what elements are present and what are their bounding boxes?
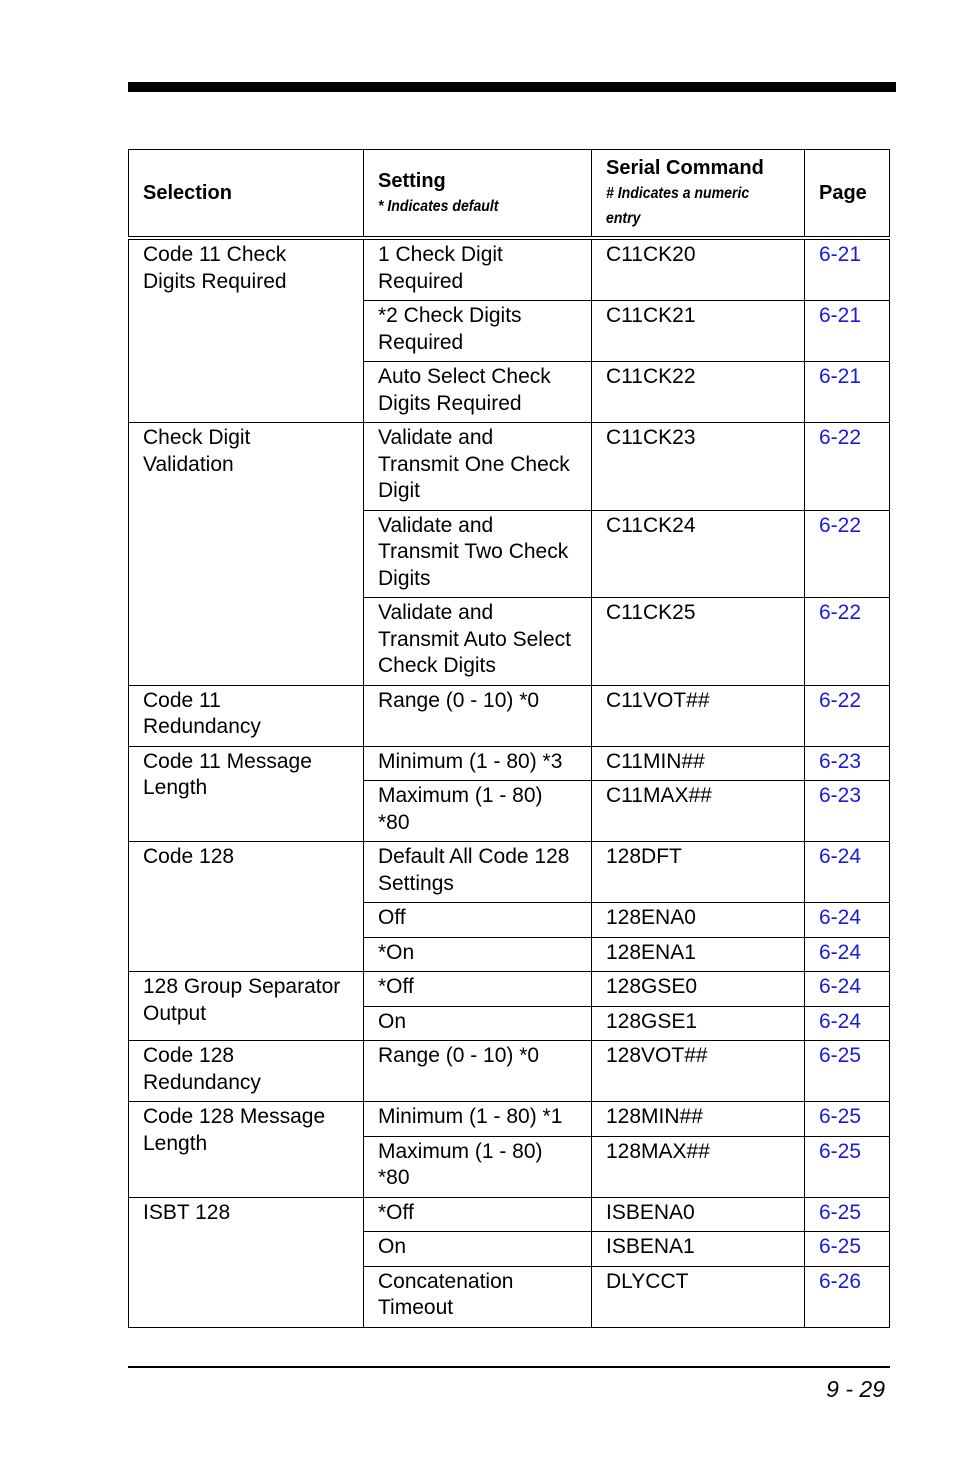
setting-line: 1 Check Digit — [378, 243, 503, 266]
setting-line: On — [378, 1235, 407, 1258]
serial-command-cell: C11CK25 — [592, 598, 805, 686]
setting-line: Off — [378, 906, 406, 929]
serial-command-cell: C11CK24 — [592, 510, 805, 598]
serial-command-cell: C11CK21 — [592, 301, 805, 362]
selection-cell — [129, 1102, 364, 1198]
selection-line: Length — [143, 1131, 208, 1155]
selection-cell — [129, 746, 364, 842]
setting-cell — [364, 1232, 592, 1267]
page-cell — [805, 972, 890, 1007]
default-note: * Indicates default — [378, 197, 499, 215]
setting-line: Validate and — [378, 513, 494, 537]
page-link[interactable]: 6-24 — [819, 845, 862, 868]
page-link[interactable]: 6-25 — [819, 1139, 862, 1163]
setting-line: Concatenation — [378, 1269, 514, 1293]
selection-line: Code 11 Message — [143, 749, 312, 773]
setting-line: Settings — [378, 871, 454, 895]
table-row — [129, 423, 890, 511]
selection-line: Digits Required — [143, 269, 287, 293]
table-row — [129, 1102, 890, 1137]
serial-command-cell: 128ENA0 — [592, 903, 805, 938]
page-link[interactable]: 6-25 — [819, 1105, 862, 1128]
setting-cell — [364, 842, 592, 903]
setting-cell — [364, 423, 592, 511]
page-cell — [805, 1006, 890, 1041]
page-cell — [805, 1102, 890, 1137]
selection-cell — [129, 1197, 364, 1327]
serial-command-header-label: Serial Command — [606, 157, 764, 179]
setting-line: *Off — [378, 1200, 414, 1224]
page-number: 9 - 29 — [826, 1376, 885, 1402]
setting-line: Minimum (1 - 80) *3 — [378, 749, 563, 773]
page-link[interactable]: 6-25 — [819, 1200, 862, 1224]
selection-line: Redundancy — [143, 715, 261, 738]
page-cell — [805, 1197, 890, 1232]
setting-line: Transmit One Check — [378, 452, 570, 476]
page-cell — [805, 510, 890, 598]
selection-line: Redundancy — [143, 1070, 261, 1094]
setting-cell — [364, 1136, 592, 1197]
page-cell — [805, 937, 890, 972]
selection-cell — [129, 972, 364, 1041]
page-link[interactable]: 6-25 — [819, 1044, 862, 1067]
page-link[interactable]: 6-21 — [819, 243, 862, 266]
page-link[interactable]: 6-21 — [819, 365, 862, 388]
setting-line: *80 — [378, 810, 410, 834]
setting-line: Validate and — [378, 426, 494, 449]
setting-line: Required — [378, 330, 464, 354]
page-link[interactable]: 6-26 — [819, 1269, 862, 1293]
numeric-note-line-2: entry — [606, 210, 641, 227]
page-cell — [805, 1266, 890, 1327]
page-cell — [805, 903, 890, 938]
page-link[interactable]: 6-21 — [819, 304, 862, 327]
setting-line: Transmit Two Check — [378, 540, 569, 563]
selection-line: Output — [143, 1001, 207, 1025]
page-link[interactable]: 6-22 — [819, 426, 862, 449]
selection-header: Selection — [129, 150, 364, 239]
table-row — [129, 1041, 890, 1102]
setting-line: *2 Check Digits — [378, 304, 522, 327]
page-link[interactable]: 6-24 — [819, 1009, 862, 1033]
selection-line: Length — [143, 776, 208, 799]
setting-cell — [364, 781, 592, 842]
page-link[interactable]: 6-25 — [819, 1235, 862, 1258]
setting-line: On — [378, 1009, 407, 1033]
bottom-rule — [128, 1366, 890, 1368]
serial-command-cell: DLYCCT — [592, 1266, 805, 1327]
serial-command-cell: ISBENA0 — [592, 1197, 805, 1232]
setting-header — [364, 150, 592, 239]
setting-line: Range (0 - 10) *0 — [378, 1044, 540, 1067]
setting-cell — [364, 362, 592, 423]
setting-line: Minimum (1 - 80) *1 — [378, 1105, 563, 1128]
selection-cell — [129, 1041, 364, 1102]
selection-line: Code 11 Check — [143, 243, 287, 266]
selection-cell — [129, 842, 364, 972]
top-rule — [128, 82, 896, 92]
setting-cell — [364, 1197, 592, 1232]
setting-cell — [364, 238, 592, 301]
selection-line: Code 128 Message — [143, 1105, 326, 1128]
page-cell — [805, 781, 890, 842]
setting-line: Required — [378, 269, 464, 293]
selection-line: Code 11 — [143, 688, 221, 712]
setting-line: *Off — [378, 975, 414, 998]
setting-cell — [364, 937, 592, 972]
table-row — [129, 972, 890, 1007]
table-row — [129, 746, 890, 781]
setting-cell — [364, 598, 592, 686]
page-link[interactable]: 6-23 — [819, 784, 862, 807]
setting-cell — [364, 1041, 592, 1102]
page-cell — [805, 598, 890, 686]
serial-command-cell: 128MIN## — [592, 1102, 805, 1137]
page-header: Page — [805, 150, 890, 239]
serial-command-header — [592, 150, 805, 239]
serial-command-cell: C11CK20 — [592, 238, 805, 301]
selection-line: Check Digit — [143, 426, 251, 449]
page-cell — [805, 301, 890, 362]
page-cell — [805, 1136, 890, 1197]
page-link[interactable]: 6-22 — [819, 688, 862, 712]
setting-line: Digit — [378, 479, 421, 502]
setting-line: Maximum (1 - 80) — [378, 1139, 543, 1163]
setting-cell — [364, 1266, 592, 1327]
serial-command-cell: C11MIN## — [592, 746, 805, 781]
setting-line: Transmit Auto Select — [378, 627, 571, 651]
setting-header-label: Setting — [378, 169, 446, 192]
table-row — [129, 842, 890, 903]
page-cell — [805, 842, 890, 903]
page-cell — [805, 746, 890, 781]
selection-line: Validation — [143, 452, 234, 476]
serial-command-cell: 128GSE0 — [592, 972, 805, 1007]
selection-cell — [129, 423, 364, 686]
setting-cell — [364, 1102, 592, 1137]
setting-cell — [364, 510, 592, 598]
selection-cell — [129, 238, 364, 423]
page-cell — [805, 362, 890, 423]
numeric-note-line-1: # Indicates a numeric — [606, 185, 750, 202]
header-row — [129, 150, 890, 239]
selection-line: Code 128 — [143, 1044, 235, 1067]
setting-line: Default All Code 128 — [378, 845, 570, 868]
setting-line: Digits Required — [378, 391, 522, 415]
setting-line: *On — [378, 940, 415, 964]
setting-line: Range (0 - 10) *0 — [378, 688, 540, 712]
table-row — [129, 238, 890, 301]
setting-cell — [364, 301, 592, 362]
serial-command-cell: 128MAX## — [592, 1136, 805, 1197]
page-cell — [805, 685, 890, 746]
page-link[interactable]: 6-22 — [819, 601, 862, 624]
setting-line: Maximum (1 - 80) — [378, 784, 543, 807]
command-table — [128, 149, 890, 1328]
setting-line: Validate and — [378, 601, 494, 624]
page-link[interactable]: 6-22 — [819, 513, 862, 537]
setting-line: Auto Select Check — [378, 365, 551, 388]
setting-line: *80 — [378, 1166, 410, 1189]
setting-cell — [364, 1006, 592, 1041]
setting-cell — [364, 746, 592, 781]
setting-cell — [364, 972, 592, 1007]
table-row — [129, 1197, 890, 1232]
page-link[interactable]: 6-24 — [819, 940, 862, 964]
page-cell — [805, 1041, 890, 1102]
selection-line: Code 128 — [143, 845, 235, 868]
serial-command-cell: C11CK23 — [592, 423, 805, 511]
setting-line: Timeout — [378, 1296, 454, 1319]
setting-line: Check Digits — [378, 654, 496, 677]
serial-command-cell: 128GSE1 — [592, 1006, 805, 1041]
setting-line: Digits — [378, 566, 431, 590]
page-cell — [805, 1232, 890, 1267]
page-cell — [805, 423, 890, 511]
serial-command-cell: ISBENA1 — [592, 1232, 805, 1267]
page-link[interactable]: 6-24 — [819, 906, 862, 929]
serial-command-cell: 128ENA1 — [592, 937, 805, 972]
page-cell — [805, 238, 890, 301]
setting-cell — [364, 685, 592, 746]
setting-cell — [364, 903, 592, 938]
serial-command-cell: C11CK22 — [592, 362, 805, 423]
selection-line: 128 Group Separator — [143, 975, 341, 998]
selection-line: ISBT 128 — [143, 1200, 231, 1224]
serial-command-cell: C11VOT## — [592, 685, 805, 746]
serial-command-cell: C11MAX## — [592, 781, 805, 842]
page-link[interactable]: 6-23 — [819, 749, 862, 773]
page-link[interactable]: 6-24 — [819, 975, 862, 998]
serial-command-cell: 128DFT — [592, 842, 805, 903]
table-row — [129, 685, 890, 746]
serial-command-cell: 128VOT## — [592, 1041, 805, 1102]
selection-cell — [129, 685, 364, 746]
